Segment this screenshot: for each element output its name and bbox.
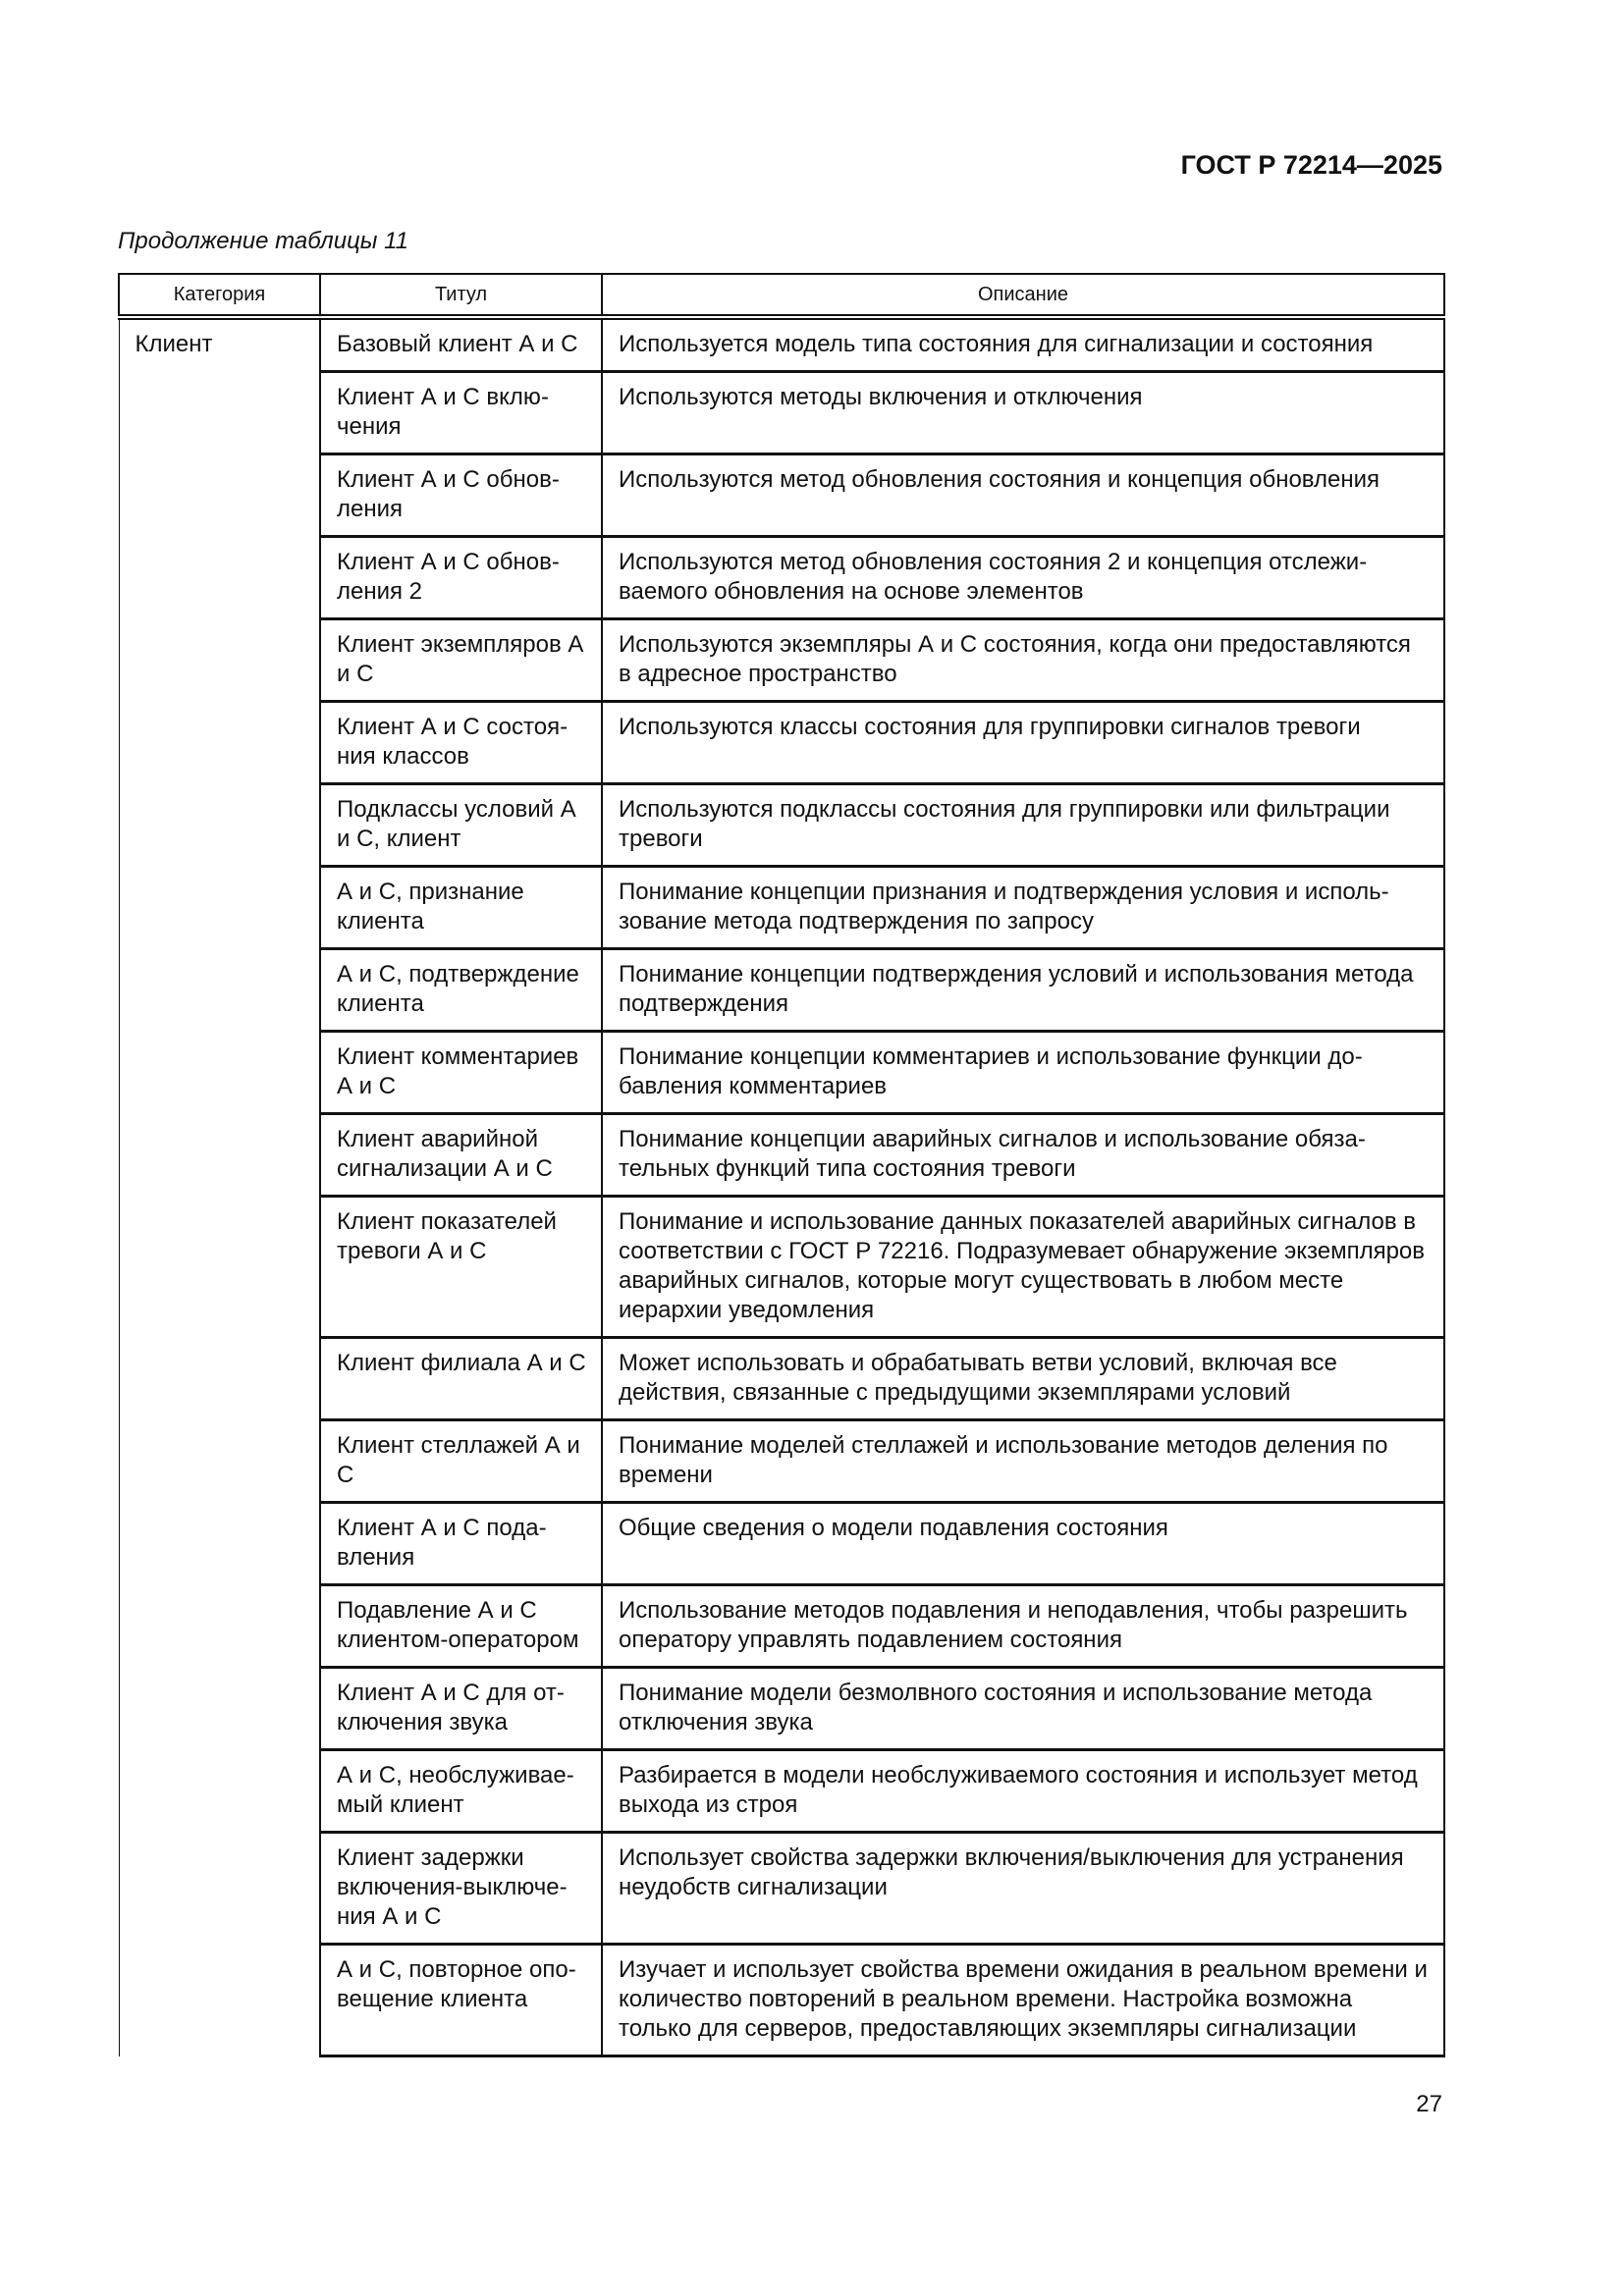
title-cell: А и С, необслуживаемый клиент: [320, 1750, 602, 1833]
title-cell: А и С, подтверждение клиента: [320, 949, 602, 1032]
column-header-description: Описание: [602, 274, 1444, 317]
description-cell: Понимание концепции аварийных сигналов и использование обязательных функций типа состояния тревоги: [602, 1114, 1444, 1197]
title-cell: Клиент аварийной сигнализации А и С: [320, 1114, 602, 1197]
description-cell: Понимание концепции подтверждения условий и использования метода подтверждения: [602, 949, 1444, 1032]
title-cell: Клиент комментариев А и С: [320, 1032, 602, 1114]
title-cell: Клиент стеллажей А и С: [320, 1420, 602, 1503]
description-cell: Понимание концепции признания и подтверждения условия и использование метода подтверждения по запросу: [602, 867, 1444, 949]
title-cell: Клиент А и С для отключения звука: [320, 1668, 602, 1750]
title-cell: Базовый клиент А и С: [320, 317, 602, 372]
title-cell: Клиент задержки включения-выключения А и С: [320, 1833, 602, 1945]
title-cell: Клиент экземпляров А и С: [320, 619, 602, 702]
title-cell: А и С, признание клиента: [320, 867, 602, 949]
description-cell: Используются методы включения и отключения: [602, 372, 1444, 454]
description-cell: Общие сведения о модели подавления состояния: [602, 1503, 1444, 1585]
description-cell: Может использовать и обрабатывать ветви условий, включая все действия, связанные с предыдущими экземплярами условий: [602, 1338, 1444, 1420]
description-cell: Изучает и использует свойства времени ожидания в реальном времени и количество повторений в реальном времени. Настройка возможна только для серверов, предоставляющих экземпляры сигнализации: [602, 1945, 1444, 2056]
description-cell: Использование методов подавления и неподавления, чтобы разрешить оператору управлять подавлением состояния: [602, 1585, 1444, 1668]
description-cell: Понимание и использование данных показателей аварийных сигналов в соответствии с ГОСТ Р 72216. Подразумевает обнаружение экземпляров аварийных сигналов, которые могут существовать в любом месте иерархии уведомления: [602, 1197, 1444, 1338]
title-cell: Клиент филиала А и С: [320, 1338, 602, 1420]
description-cell: Используется модель типа состояния для сигнализации и состояния: [602, 317, 1444, 372]
description-cell: Понимание концепции комментариев и использование функции добавления комментариев: [602, 1032, 1444, 1114]
column-header-title: Титул: [320, 274, 602, 317]
title-cell: Клиент А и С включения: [320, 372, 602, 454]
table-caption: Продолжение таблицы 11: [118, 228, 409, 254]
title-cell: Подклассы условий А и С, клиент: [320, 784, 602, 867]
page-number: 27: [1416, 2091, 1442, 2117]
description-cell: Используются классы состояния для группировки сигналов тревоги: [602, 702, 1444, 784]
category-cell: Клиент: [119, 317, 320, 2056]
title-cell: Клиент А и С состояния классов: [320, 702, 602, 784]
standards-table: [118, 273, 1445, 2057]
description-cell: Разбирается в модели необслуживаемого состояния и использует метод выхода из строя: [602, 1750, 1444, 1833]
table-header-row: [119, 274, 1444, 317]
title-cell: Подавление А и С клиентом-оператором: [320, 1585, 602, 1668]
description-cell: Понимание моделей стеллажей и использование методов деления по времени: [602, 1420, 1444, 1503]
table-row: [119, 317, 1444, 372]
description-cell: Используются метод обновления состояния и концепция обновления: [602, 454, 1444, 537]
title-cell: Клиент показателей тревоги А и С: [320, 1197, 602, 1338]
description-cell: Используются экземпляры А и С состояния, когда они предоставляются в адресное пространство: [602, 619, 1444, 702]
description-cell: Используются подклассы состояния для группировки или фильтрации тревоги: [602, 784, 1444, 867]
title-cell: Клиент А и С обновления: [320, 454, 602, 537]
document-code: ГОСТ Р 72214—2025: [1180, 150, 1442, 180]
description-cell: Используются метод обновления состояния 2 и концепция отслеживаемого обновления на основе элементов: [602, 537, 1444, 619]
title-cell: Клиент А и С обновления 2: [320, 537, 602, 619]
title-cell: Клиент А и С подавления: [320, 1503, 602, 1585]
description-cell: Понимание модели безмолвного состояния и использование метода отключения звука: [602, 1668, 1444, 1750]
title-cell: А и С, повторное оповещение клиента: [320, 1945, 602, 2056]
description-cell: Использует свойства задержки включения/выключения для устранения неудобств сигнализации: [602, 1833, 1444, 1945]
column-header-category: Категория: [119, 274, 320, 317]
